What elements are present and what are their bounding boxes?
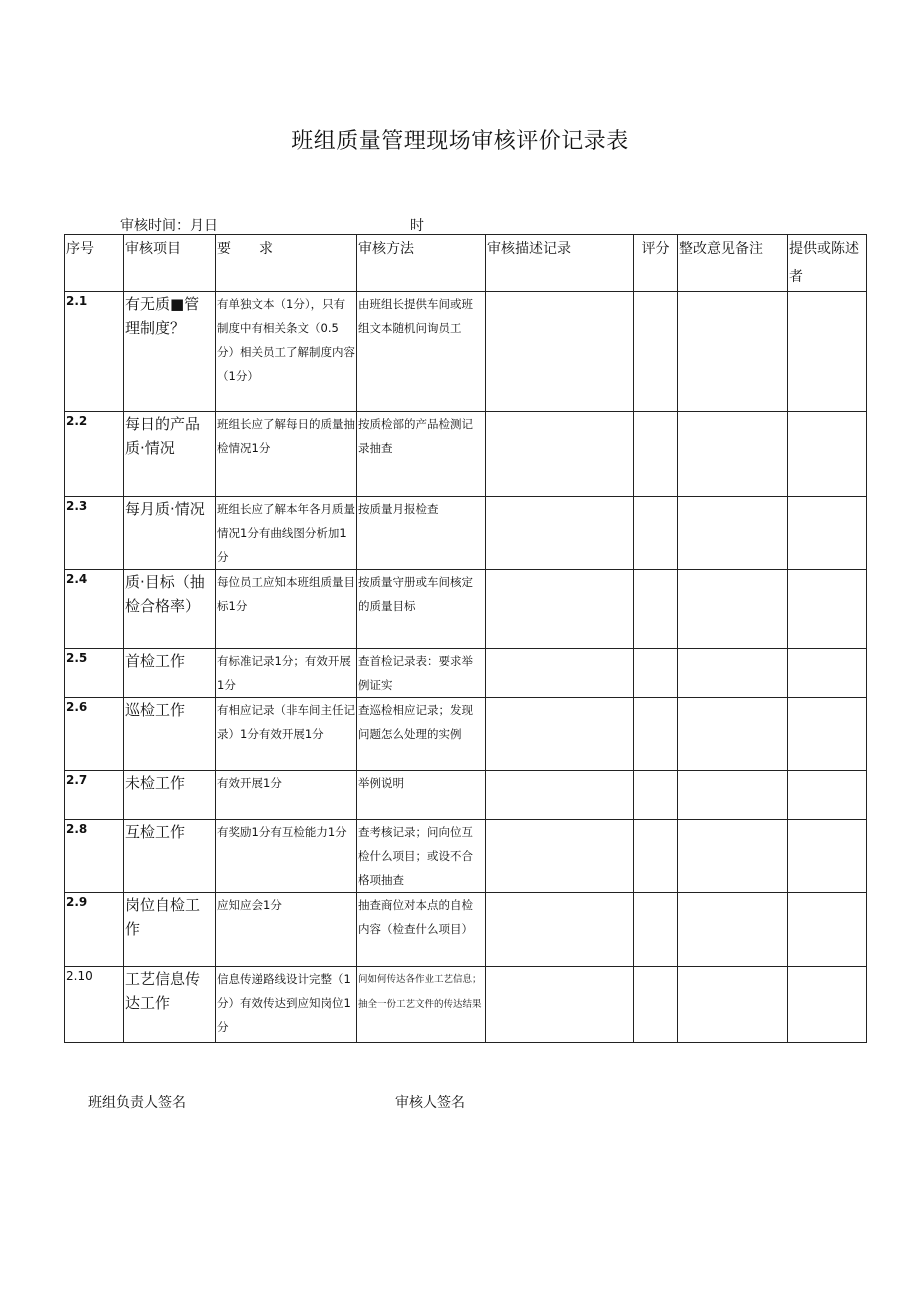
row-method: 查巡检相应记录；发现问题怎么处理的实例: [357, 698, 486, 771]
form-title: 班组质量管理现场审核评价记录表: [291, 129, 629, 154]
row-seq: 2.2: [65, 412, 124, 497]
audit-record-table: [64, 234, 867, 1043]
row-rectify-cell[interactable]: [678, 893, 788, 967]
table-row: [65, 893, 867, 967]
row-seq: 2.6: [65, 698, 124, 771]
row-seq: 2.1: [65, 292, 124, 412]
row-provider-cell[interactable]: [788, 497, 867, 570]
row-record-cell[interactable]: [486, 698, 634, 771]
row-item: 首检工作: [124, 649, 216, 698]
header-provider: 提供或陈述者: [788, 235, 867, 292]
row-method: 按质量月报检查: [357, 497, 486, 570]
row-item: 岗位自检工作: [124, 893, 216, 967]
row-item: 有无质■管理制度？: [124, 292, 216, 412]
audit-time-hour-label: 时: [410, 218, 424, 234]
row-requirement: 信息传递路线设计完整（1分）有效传达到应知岗位1分: [216, 967, 357, 1043]
row-requirement: 有单独文本（1分），只有制度中有相关条文（0.5分）相关员工了解制度内容（1分）: [216, 292, 357, 412]
header-record: 审核描述记录: [486, 235, 634, 292]
row-score-cell[interactable]: [634, 967, 678, 1043]
row-provider-cell[interactable]: [788, 967, 867, 1043]
row-method: 按质检部的产品检测记录抽查: [357, 412, 486, 497]
row-rectify-cell[interactable]: [678, 649, 788, 698]
row-record-cell[interactable]: [486, 570, 634, 649]
row-record-cell[interactable]: [486, 820, 634, 893]
row-provider-cell[interactable]: [788, 570, 867, 649]
row-seq: 2.5: [65, 649, 124, 698]
row-item: 互检工作: [124, 820, 216, 893]
row-method: 按质量守册或车间核定的质量目标: [357, 570, 486, 649]
table-row: [65, 649, 867, 698]
row-requirement: 有奖励1分有互检能力1分: [216, 820, 357, 893]
row-provider-cell[interactable]: [788, 292, 867, 412]
row-score-cell[interactable]: [634, 570, 678, 649]
row-provider-cell[interactable]: [788, 820, 867, 893]
row-rectify-cell[interactable]: [678, 820, 788, 893]
row-record-cell[interactable]: [486, 649, 634, 698]
row-score-cell[interactable]: [634, 649, 678, 698]
row-method: 查考核记录；问向位互检什么项目；或设不合格项抽查: [357, 820, 486, 893]
row-seq: 2.8: [65, 820, 124, 893]
row-item: 每月质·情况: [124, 497, 216, 570]
auditor-signature-label: 审核人签名: [395, 1095, 465, 1111]
table-row: [65, 698, 867, 771]
row-requirement: 有相应记录（非车间主任记录）1分有效开展1分: [216, 698, 357, 771]
row-score-cell[interactable]: [634, 412, 678, 497]
row-seq: 2.4: [65, 570, 124, 649]
row-provider-cell[interactable]: [788, 893, 867, 967]
row-method: 问如何传达各作业工艺信息；抽全一份工艺文件的传达结果: [357, 967, 486, 1043]
row-rectify-cell[interactable]: [678, 570, 788, 649]
audit-time-line: [120, 215, 520, 235]
row-provider-cell[interactable]: [788, 649, 867, 698]
row-requirement: 班组长应了解每日的质量抽检情况1分: [216, 412, 357, 497]
row-requirement: 每位员工应知本班组质量目标1分: [216, 570, 357, 649]
row-requirement: 有效开展1分: [216, 771, 357, 820]
row-item: 未检工作: [124, 771, 216, 820]
header-seq: 序号: [65, 235, 124, 292]
row-method: 抽查商位对本点的自检内容（检查什么项目）: [357, 893, 486, 967]
header-score: 评分: [634, 235, 678, 292]
row-seq: 2.3: [65, 497, 124, 570]
table-row: [65, 967, 867, 1043]
table-row: [65, 820, 867, 893]
row-seq: 2.7: [65, 771, 124, 820]
team-leader-signature-label: 班组负责人签名: [88, 1095, 186, 1111]
row-rectify-cell[interactable]: [678, 698, 788, 771]
row-score-cell[interactable]: [634, 497, 678, 570]
table-row: [65, 412, 867, 497]
row-score-cell[interactable]: [634, 771, 678, 820]
row-rectify-cell[interactable]: [678, 771, 788, 820]
row-item: 质·目标（抽检合格率）: [124, 570, 216, 649]
row-record-cell[interactable]: [486, 893, 634, 967]
table-row: [65, 570, 867, 649]
row-seq: 2.9: [65, 893, 124, 967]
row-record-cell[interactable]: [486, 771, 634, 820]
row-record-cell[interactable]: [486, 292, 634, 412]
header-rectify: 整改意见备注: [678, 235, 788, 292]
row-score-cell[interactable]: [634, 698, 678, 771]
row-provider-cell[interactable]: [788, 412, 867, 497]
row-record-cell[interactable]: [486, 967, 634, 1043]
table-row: [65, 497, 867, 570]
table-row: [65, 292, 867, 412]
row-rectify-cell[interactable]: [678, 292, 788, 412]
row-item: 每日的产品质·情况: [124, 412, 216, 497]
row-provider-cell[interactable]: [788, 698, 867, 771]
row-item: 巡检工作: [124, 698, 216, 771]
row-rectify-cell[interactable]: [678, 412, 788, 497]
row-record-cell[interactable]: [486, 497, 634, 570]
row-item: 工艺信息传达工作: [124, 967, 216, 1043]
row-requirement: 有标准记录1分；有效开展1分: [216, 649, 357, 698]
row-provider-cell[interactable]: [788, 771, 867, 820]
row-score-cell[interactable]: [634, 292, 678, 412]
row-requirement: 应知应会1分: [216, 893, 357, 967]
row-rectify-cell[interactable]: [678, 967, 788, 1043]
header-method: 审核方法: [357, 235, 486, 292]
row-score-cell[interactable]: [634, 820, 678, 893]
row-method: 查首检记录表：要求举例证实: [357, 649, 486, 698]
table-row: [65, 771, 867, 820]
row-rectify-cell[interactable]: [678, 497, 788, 570]
table-header-row: [65, 235, 867, 292]
row-seq: 2.10: [65, 967, 124, 1043]
audit-time-label: 审核时间：月日: [120, 218, 218, 234]
row-method: 由班组长提供车间或班组文本随机问询员工: [357, 292, 486, 412]
row-method: 举例说明: [357, 771, 486, 820]
row-score-cell[interactable]: [634, 893, 678, 967]
row-record-cell[interactable]: [486, 412, 634, 497]
header-item: 审核项目: [124, 235, 216, 292]
header-requirement: 要 求: [216, 235, 357, 292]
row-requirement: 班组长应了解本年各月质量情况1分有曲线图分析加1分: [216, 497, 357, 570]
